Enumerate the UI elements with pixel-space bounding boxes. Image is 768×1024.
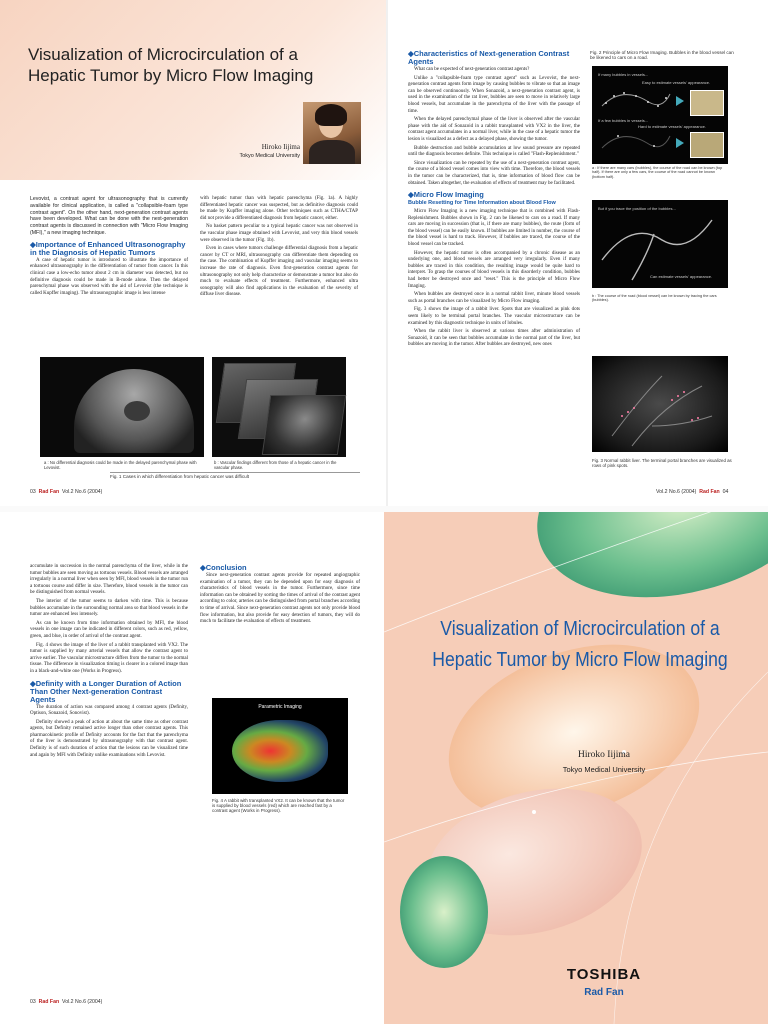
paragraph: Bubble destruction and bubble accumulation at low sound pressure are repeated until the diagnosis becomes definite. This technique is called "Flash-Replenishment." [408,145,580,158]
fig2-text: Easy to estimate vessels' appearance. [642,80,711,85]
page-3 [0,512,384,1024]
page-number: 03 [30,999,36,1005]
journal-name: Rad Fan [38,999,60,1005]
section-heading-importance: ◆Importance of Enhanced Ultrasonography in the Diagnosis of Hepatic Tumors [30,239,186,257]
paragraph: Definity showed a peak of action at about the same time as other contrast agents, but Definity remained active longer than other contrast agents. This pharmacokinetic profile of Definity accounts for the fact that the parenchyma of the liver is demonstrated by ultrasonography with that contrast agent. Definity is of such duration of action that the lesions can be visualized time and again by MFI with Definity unlike examinations with Levovist. [30,719,188,758]
paragraph: What can be expected of next-generation contrast agents? [414,67,530,72]
fig2-caption: Fig. 2 Principle of Micro Flow Imaging. Bubbles in the blood vessel can be likened to cars on a road. [590,50,734,60]
fig2-arrow-icon [676,96,684,106]
paragraph: Unlike a "collapsible-foam type contrast agent" such as Levovist, the next-generation contrast agents form image by causing bubbles to vibrate so that an image can be observed continuously. When Sonazoid, a next-generation contrast agent, is used in the examination of the rat liver, bubbles are seen to move in relatively large blood vessels, but accumulate in the parenchyma of the liver with the passage of time. [408,75,580,114]
paragraph: Fig. 3 shows the image of a rabbit liver. Spots that are visualized as pink dots seem likely to be terminal portal branches. The vascular microstructure can be examined by this diagnostic technique in units of lobules. [408,307,580,326]
fig2a-caption: a : If there are many cars (bubbles), the course of the road can be known (top half). If there are only a few cars, the course of the road cannot be known (bottom half). [592,166,723,179]
paragraph: When the delayed parenchymal phase of the liver is observed after the vascular phase with the aid of Sonazoid in a rabbit transplanted with VX2 in the liver, the contrast agent accumulates in a normal liver, while in the case of a hepatic tumor the lesion is visualized as a defect as a delayed phase, showing the tumor. [408,117,580,142]
paragraph: A case of hepatic tumor is introduced to illustrate the importance of enhanced ultrasonography in the differentiation of tumor from cancer. In this clinical case a low-echo tumor about 2 cm in diameter was detected, but no definitive diagnosis could be made in B-mode alone. Then the delayed parenchymal phase was observed with the aid of Levovist (the technique is called Kupffer imaging). The ultrasonographic image is less intense [30,257,188,296]
spread-page [0,0,768,506]
fig3-vessel-drawing [592,356,728,452]
fig1a-ultrasound-image [40,357,204,457]
fig1b-caption: b : Vascular findings different from those of a hepatic cancer in the vascular phase. [214,460,337,470]
column-1 [30,196,188,299]
section-heading-mfi: ◆Micro Flow Imaging [408,190,484,200]
fig1-caption: Fig. 1 Cases in which differentiation from hepatic cancer was difficult [110,472,360,479]
volume-info: Vol.2 No.6 (2004) [656,489,697,495]
column-3 [408,50,580,351]
fig1a-caption: a : No differential diagnosis could be made in the delayed parenchymal phase with Levovist. [44,460,197,470]
page3-column-1 [30,564,188,761]
paragraph: When bubbles are destroyed once in a normal rabbit liver, minute blood vessels such as portal branches can be visualized by Micro Flow imaging. [408,292,580,304]
fig2-map-thumb [690,90,724,116]
page3-footer [30,999,102,1005]
fig2-text: But if you trace the position of the bubbles... [598,206,676,211]
cover-affiliation: Tokyo Medical University [562,765,646,774]
section-heading-characteristics: ◆Characteristics of Next-generation Contrast Agents [408,49,570,66]
section-heading-conclusion: ◆Conclusion [200,563,247,572]
intro-paragraph: Levovist, a contrast agent for ultrasonography that is currently available for clinical application, is called a "collapsible-foam type contrast agent". On the other hand, next-generation contrast agents have been developed. What can be done with the next-generation contrast agents is discussed in connection with "Micro Flow Imaging (MFI)," a new imaging technique. [30,196,188,236]
paragraph: No basket pattern peculiar to a typical hepatic cancer was not observed in the vascular phase image obtained with Levovist, and very thin blood vessels were observed in the tumor (Fig. 1b). [200,224,358,243]
volume-info: Vol.2 No.6 (2004) [62,489,103,495]
fig4-caption: Fig. 4 A rabbit with transplanted VX2. It can be known that the tumor is supplied by blood vessels (red) which are reached fast by a contrast agent (Works in Progress). [212,798,345,813]
volume-info: Vol.2 No.6 (2004) [62,999,103,1005]
brand-subtitle: Rad Fan [584,987,624,998]
fig4-title: Parametric Imaging [258,704,302,710]
paragraph: As can be known from time information obtained by MFI, the blood vessels in one image can be indicated in different colors, such as red, yellow, green, and blue, in order of arrival of the contrast agent. [30,620,188,639]
brand-logo: TOSHIBA [566,966,642,983]
page-divider [386,0,388,506]
fig2b-caption: b : The course of the road (blood vessel) can be known by tracing the cars (bubbles). [592,294,717,303]
paragraph: with hepatic tumor than with hepatic parenchyma (Fig. 1a). A highly differentiated hepatic cancer was suspected, but as definitive diagnosis could be made by Kupffer imaging alone. Other techniques such as CTHA/CTAP did not provide a differentiated diagnosis from hepatic cancer, either. [200,196,358,221]
cover-title: Visualization of Microcirculation of a Hepatic Tumor by Micro Flow Imaging [432,618,728,671]
fig2-map-thumb [690,132,724,158]
fig2-text: If a few bubbles in vessels... [598,118,649,123]
paragraph: Since visualization can be repeated by the use of a next-generation contrast agent, the course of a blood vessel comes into view with time. Therefore, the blood vessels in the tumor can be characterized, that is, time information of blood flow can be obtained. Taken altogether, the evaluation of effects of treatment may be facilitated. [408,160,580,186]
cover-page [384,512,768,1024]
page-number: 03 [30,489,36,495]
footer-left [30,489,102,495]
fig3-caption: Fig. 3 Normal rabbit liver. The terminal portal branches are visualized as rows of pink spots. [592,458,732,468]
fig1b-ultrasound-image [212,357,346,457]
paragraph: Even in cases where tumors challenge differential diagnosis from a hepatic cancer by CT or MRI, ultrasonography can differentiate them depending on the case. The combination of Kupffer imaging and vascular imaging seems to increase the rate of diagnosis. Even first-generation contrast agents for ultrasonography not only help characterize or demonstrate a tumor but also do much to evaluate effects of treatment. Furthermore, enhanced ultra sonography will also find applications in the evaluation of the severity of diffuse liver disease. [200,246,358,298]
fig2-arrow-icon [676,138,684,148]
paragraph: When the rabbit liver is observed at various times after administration of Sonazoid, it can be seen that bubbles accumulate in the normal part of the liver, but bubbles are moving in the tumor. After bubbles are destroyed, new ones [408,329,580,348]
paragraph: accumulate in succession in the normal parenchyma of the liver, while in the tumor bubbles are seen moving as tortuous vessels. Blood vessels are arranged irregularly in a normal liver when seen by MFI, blood vessels in the tumor run a tortuous course and differ in size. Therefore, blood vessels in the tumor can be distinguished from normal vessels. [30,564,188,596]
fig2-text: If many bubbles in vessels... [598,72,649,77]
paragraph: The duration of action was compared among 4 contrast agents (Definity, Optison, Sonazoid, Sonovist). [30,704,188,717]
paragraph: Micro Flow Imaging is a new imaging technique that is combined with Flash-Replenishment. Bubbles shown in Fig. 2 can be likened to cars on a road. If many cars are moving in succession (that is, if there are many bubbles), the route (form of the blood vessel) can be easily known. If bubbles are limited in number, the course of the blood vessel is hard to track. However, if bubbles are traced, the course of the blood vessel can be tracked. [408,209,580,248]
fig2-text: Can estimate vessels' appearance. [650,274,713,279]
paragraph: However, the hepatic tumor is often accompanied by a chronic disease as an underlying one, and blood vessels are arranged very irregularly. Even if many bubbles are traced in this condition, the resulting image would be quite hard to interpret. To grasp the courses of blood vessels in this disorderly condition, bubbles had better be destroyed once and "reset." This is the principle of Micro Flow Imaging. [408,250,580,289]
fig2b-diagram [592,200,728,288]
page3-column-2 [200,564,360,628]
fig3-liver-image [592,356,728,452]
fig4-color-map [232,720,328,782]
section-heading-definity: ◆Definity with a Longer Duration of Action Than Other Next-generation Contrast Agents [30,678,182,704]
journal-name: Rad Fan [699,489,720,495]
article-title: Visualization of Microcirculation of a Hepatic Tumor by Micro Flow Imaging [28,45,314,85]
footer-right [656,489,728,495]
journal-name: Rad Fan [38,489,60,495]
section-subheading-mfi: Bubble Resetting for Time Information about Blood Flow [408,200,556,207]
author-affiliation: Tokyo Medical University [239,153,300,159]
paragraph: Fig. 4 shows the image of the liver of a rabbit transplanted with VX2. The tumor is supplied by many arterial vessels that allow the contrast agent to arrive earlier. The vascular microstructure differs from the tumor to the normal tissue. The difference in visualization timing is clearer in a colored image than in a black-and-white one (Works in Progress). [30,642,188,674]
author-name: Hiroko Iijima [261,143,300,151]
cover-author: Hiroko Iijima [578,750,630,760]
paragraph: Since next-generation contrast agents provide for repeated angiographic examination of a tumor, they can be depended upon for easy diagnosis of characteristics of blood vessels in the tumor. Furthermore, since time information can be obtained by sorting the times of arrival of the contrast agent according to color, arteries can be distinguished from portal branches according to time of arrival. Since next-generation contrast agents not only provide blood flow information, but also provide for easy detection of tumors, they will do much to facilitate the evaluation of effects of treatment. [200,573,360,625]
fig2-text: Hard to estimate vessels' appearance. [638,124,706,129]
page-number: 04 [722,489,729,495]
fig2a-diagram [592,66,728,164]
fig4-parametric-image [212,698,348,794]
paragraph: The interior of the tumor seems to darken with time. This is because bubbles accumulate in the surrounding normal area so that blood vessels in the tumor are enhanced less intensely. [30,598,188,618]
author-photo [303,102,361,164]
column-2 [200,196,358,301]
